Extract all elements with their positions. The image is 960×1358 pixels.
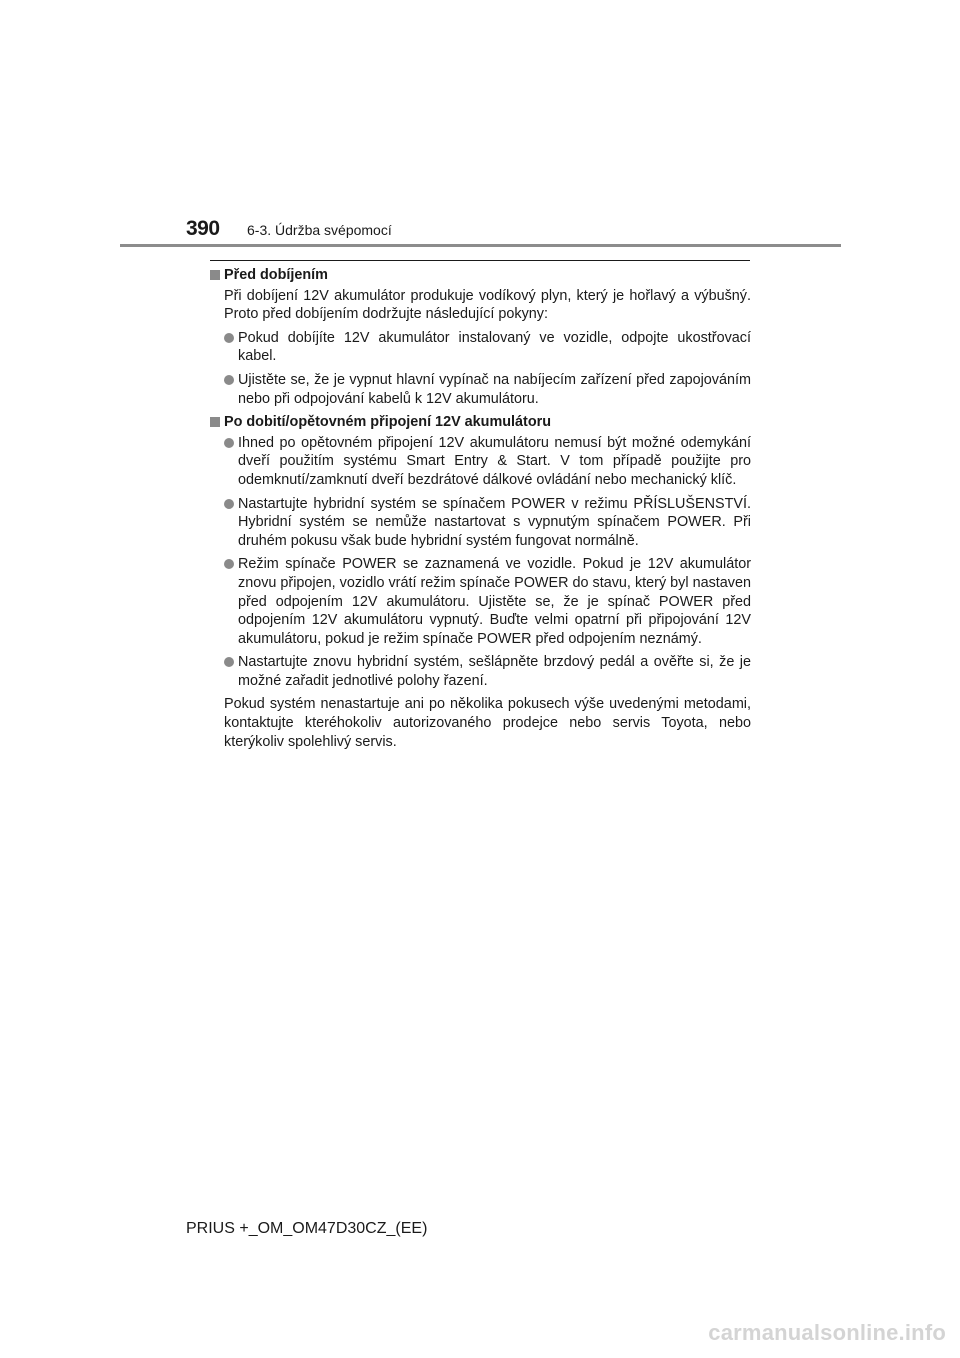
header-rule (120, 244, 841, 247)
content-rule (210, 260, 750, 261)
circle-bullet-icon (224, 657, 234, 667)
page-number: 390 (186, 217, 220, 240)
section-title: 6-3. Údržba svépomocí (247, 222, 392, 238)
list-item: Nastartujte znovu hybridní systém, sešlápněte brzdový pedál a ověřte si, že je možné zařadit jednotlivé polohy řazení. (210, 653, 751, 690)
content-area (210, 266, 751, 756)
circle-bullet-icon (224, 438, 234, 448)
list-item: Nastartujte hybridní systém se spínačem POWER v režimu PŘÍSLUŠENSTVÍ. Hybridní systém se nemůže nastartovat s vypnutým spínačem POWER. Při druhém pokusu však bude hybridní systém fungovat normálně. (210, 495, 751, 551)
circle-bullet-icon (224, 499, 234, 509)
list-item: Ujistěte se, že je vypnut hlavní vypínač na nabíjecím zařízení před zapojováním nebo při odpojování kabelů k 12V akumulátoru. (210, 371, 751, 408)
circle-bullet-icon (224, 333, 234, 343)
watermark: carmanualsonline.info (708, 1320, 946, 1345)
section-heading: Po dobití/opětovném připojení 12V akumulátoru (210, 413, 751, 432)
list-item: Režim spínače POWER se zaznamená ve vozidle. Pokud je 12V akumulátor znovu připojen, vozidlo vrátí režim spínače POWER do stavu, který byl nastaven před odpojením 12V akumulátoru. Ujistěte se, že je spínač POWER před odpojením 12V akumulátoru vypnutý. Buďte velmi opatrní při připojování 12V akumulátoru, pokud je režim spínače POWER před odpojením neznámý. (210, 555, 751, 648)
circle-bullet-icon (224, 375, 234, 385)
section-paragraph: Pokud systém nenastartuje ani po několika pokusech výše uvedenými metodami, kontaktujte kteréhokoliv autorizovaného prodejce nebo servis Toyota, nebo kterýkoliv spolehlivý servis. (224, 696, 751, 750)
list-item: Pokud dobíjíte 12V akumulátor instalovaný ve vozidle, odpojte ukostřovací kabel. (210, 329, 751, 366)
document-code: PRIUS +_OM_OM47D30CZ_(EE) (186, 1220, 428, 1237)
circle-bullet-icon (224, 559, 234, 569)
square-bullet-icon (210, 417, 220, 427)
list-item: Ihned po opětovném připojení 12V akumulátoru nemusí být možné odemykání dveří použitím systému Smart Entry & Start. V tom případě použijte pro odemknutí/zamknutí dveří bezdrátové dálkové ovládání nebo mechanický klíč. (210, 434, 751, 490)
square-bullet-icon (210, 270, 220, 280)
section-heading: Před dobíjením (210, 266, 751, 285)
section-paragraph: Při dobíjení 12V akumulátor produkuje vodíkový plyn, který je hořlavý a výbušný. Proto před dobíjením dodržujte následující pokyny: (224, 287, 751, 323)
